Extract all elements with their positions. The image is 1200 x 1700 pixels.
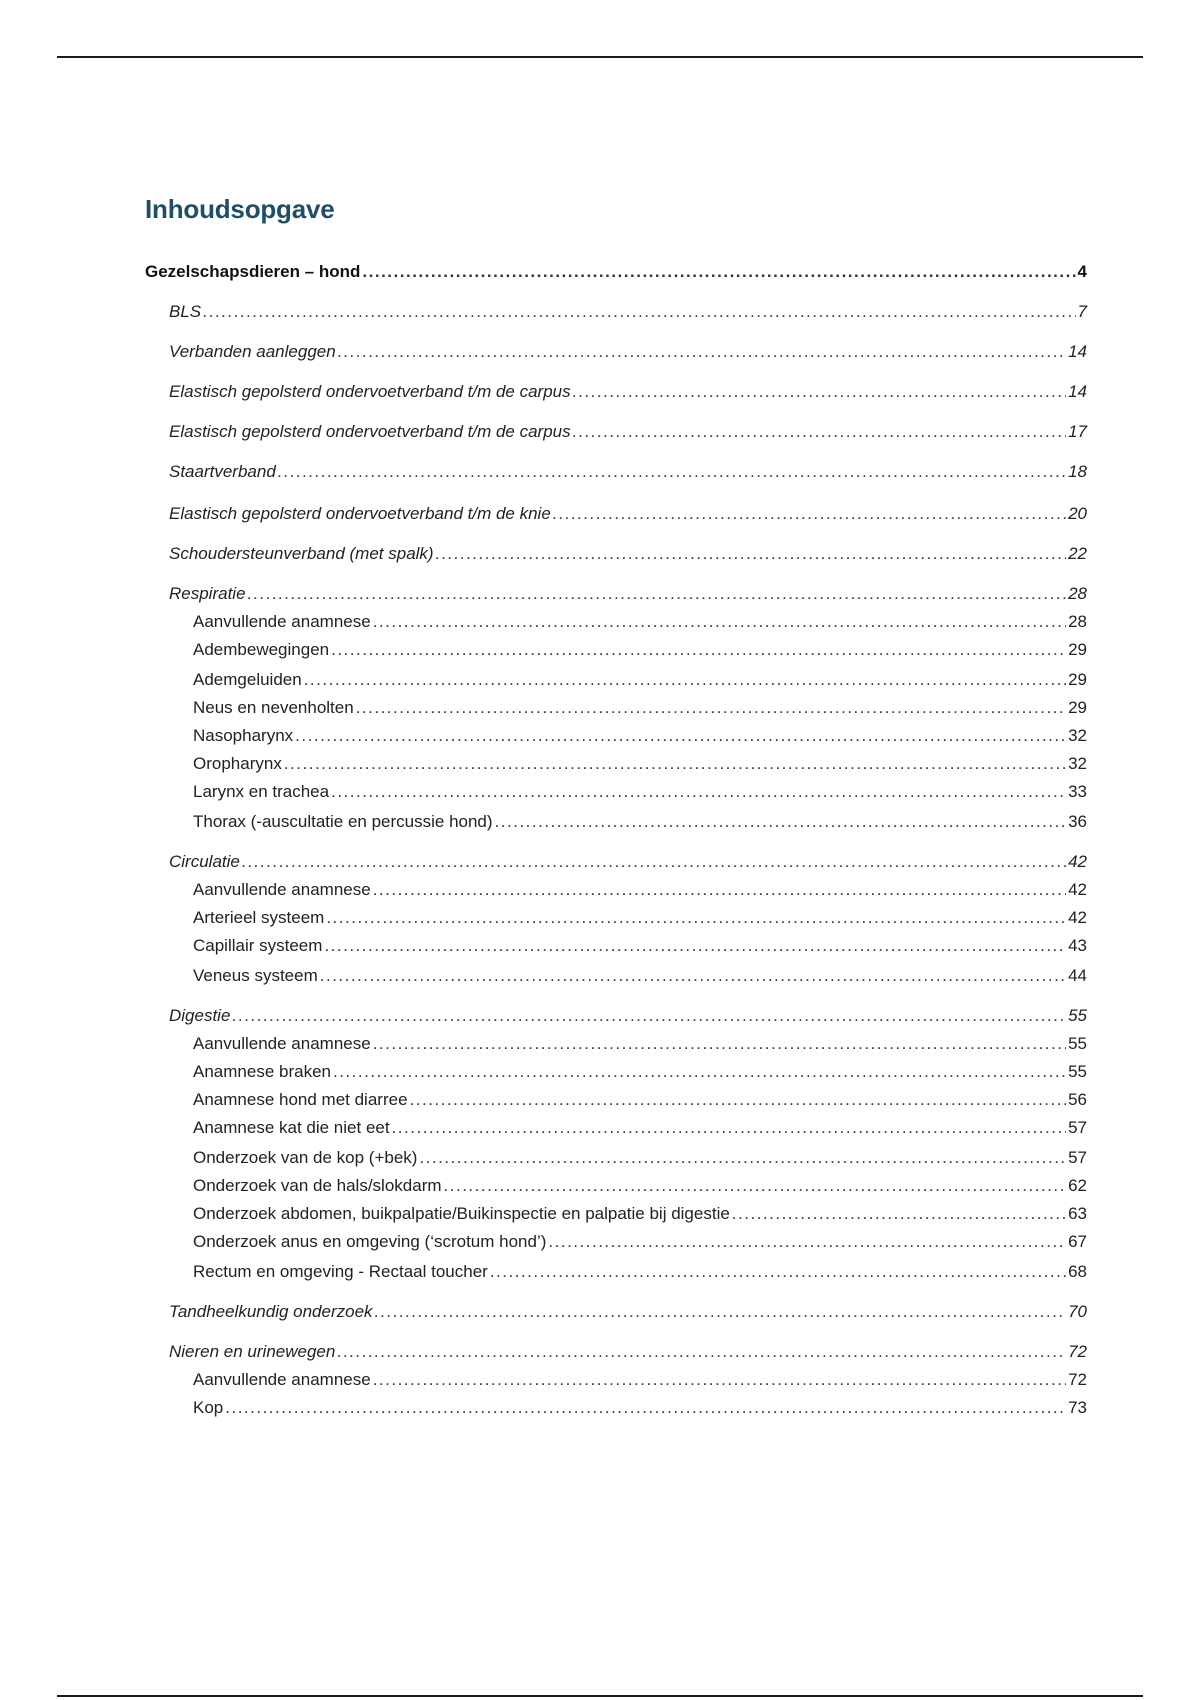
toc-dot-leader [495, 812, 1067, 832]
toc-entry-page-number: 57 [1068, 1118, 1087, 1137]
toc-entry-label: Aanvullende anamnese [193, 1370, 371, 1389]
toc-dot-leader [356, 698, 1066, 718]
toc-entry-label: Onderzoek abdomen, buikpalpatie/Buikinspectie en palpatie bij digestie [193, 1204, 730, 1223]
toc-dot-leader [375, 1302, 1067, 1322]
toc-entry-label: Anamnese hond met diarree [193, 1090, 408, 1109]
toc-entry-label: Nieren en urinewegen [169, 1342, 336, 1361]
toc-entry-label: Elastisch gepolsterd ondervoetverband t/m de carpus [169, 382, 571, 401]
toc-dot-leader [203, 302, 1075, 322]
toc-entry[interactable] [145, 1228, 1087, 1252]
toc-entry-label: Onderzoek anus en omgeving (‘scrotum hond’) [193, 1232, 547, 1251]
toc-entry-page-number: 55 [1068, 1062, 1087, 1081]
toc-entry[interactable] [145, 608, 1087, 632]
toc-entry-label: Elastisch gepolsterd ondervoetverband t/m de carpus [169, 422, 571, 441]
toc-dot-leader [373, 612, 1066, 632]
toc-entry[interactable] [145, 378, 1087, 402]
toc-entry-page-number: 72 [1068, 1370, 1087, 1389]
toc-entry-page-number: 28 [1068, 612, 1087, 631]
toc-entry-label: Veneus systeem [193, 966, 318, 985]
toc-entry-label: Circulatie [169, 852, 240, 871]
toc-dot-leader [373, 880, 1066, 900]
toc-entry[interactable] [145, 1366, 1087, 1390]
toc-dot-leader [553, 504, 1066, 524]
toc-entry-label: Onderzoek van de kop (+bek) [193, 1148, 418, 1167]
toc-entry[interactable] [145, 636, 1087, 660]
toc-dot-leader [248, 584, 1067, 604]
toc-entry-label: Oropharynx [193, 754, 282, 773]
toc-entry[interactable] [145, 458, 1087, 482]
toc-entry-page-number: 33 [1068, 782, 1087, 801]
toc-entry[interactable] [145, 1114, 1087, 1138]
toc-entry-page-number: 63 [1068, 1204, 1087, 1223]
toc-entry-label: Staartverband [169, 462, 276, 481]
toc-entry-page-number: 29 [1068, 698, 1087, 717]
toc-entry-page-number: 18 [1068, 462, 1087, 481]
toc-entry-page-number: 67 [1068, 1232, 1087, 1251]
toc-dot-leader [304, 670, 1066, 690]
toc-dot-leader [284, 754, 1066, 774]
toc-entry-page-number: 32 [1068, 726, 1087, 745]
toc-entry-page-number: 70 [1068, 1302, 1087, 1321]
toc-entry[interactable] [145, 500, 1087, 524]
toc-entry[interactable] [145, 808, 1087, 832]
toc-entry-label: Onderzoek van de hals/slokdarm [193, 1176, 442, 1195]
toc-entry[interactable] [145, 1258, 1087, 1282]
toc-dot-leader [573, 382, 1066, 402]
toc-dot-leader [732, 1204, 1066, 1224]
toc-dot-leader [326, 908, 1066, 928]
toc-entry-page-number: 32 [1068, 754, 1087, 773]
toc-entry-label: Digestie [169, 1006, 231, 1025]
toc-entry-label: Aanvullende anamnese [193, 880, 371, 899]
toc-entry[interactable] [145, 1298, 1087, 1322]
toc-dot-leader [436, 544, 1066, 564]
toc-entry-label: Tandheelkundig onderzoek [169, 1302, 373, 1321]
toc-entry[interactable] [145, 778, 1087, 802]
toc-entry[interactable] [145, 694, 1087, 718]
header-rule [57, 56, 1143, 58]
toc-entry[interactable] [145, 666, 1087, 690]
toc-dot-leader [331, 782, 1066, 802]
toc-entry[interactable] [145, 1200, 1087, 1224]
toc-entry-label: Capillair systeem [193, 936, 323, 955]
toc-dot-leader [278, 462, 1066, 482]
toc-entry-page-number: 62 [1068, 1176, 1087, 1195]
toc-dot-leader [295, 726, 1066, 746]
toc-entry[interactable] [145, 722, 1087, 746]
toc-entry-label: Aanvullende anamnese [193, 1034, 371, 1053]
toc-entry-label: Neus en nevenholten [193, 698, 354, 717]
toc-entry[interactable] [145, 1172, 1087, 1196]
toc-dot-leader [225, 1398, 1066, 1418]
toc-entry-label: Schoudersteunverband (met spalk) [169, 544, 434, 563]
toc-dot-leader [331, 640, 1066, 660]
toc-entry-label: Thorax (-auscultatie en percussie hond) [193, 812, 493, 831]
toc-entry[interactable] [145, 298, 1087, 322]
toc-entry-page-number: 68 [1068, 1262, 1087, 1281]
toc-entry[interactable] [145, 904, 1087, 928]
toc-dot-leader [333, 1062, 1066, 1082]
toc-entry-label: Arterieel systeem [193, 908, 325, 927]
toc-entry[interactable] [145, 1030, 1087, 1054]
toc-entry-page-number: 20 [1068, 504, 1087, 523]
toc-entry-page-number: 7 [1077, 302, 1087, 321]
toc-dot-leader [444, 1176, 1067, 1196]
toc-dot-leader [573, 422, 1066, 442]
toc-dot-leader [362, 262, 1075, 282]
toc-dot-leader [242, 852, 1066, 872]
toc-entry[interactable] [145, 580, 1087, 604]
toc-entry[interactable] [145, 258, 1087, 282]
toc-entry-page-number: 28 [1068, 584, 1087, 603]
toc-entry[interactable] [145, 1002, 1087, 1026]
toc-entry-label: Verbanden aanleggen [169, 342, 336, 361]
toc-entry-page-number: 55 [1068, 1034, 1087, 1053]
toc-dot-leader [232, 1006, 1066, 1026]
toc-entry-page-number: 72 [1068, 1342, 1087, 1361]
toc-entry-label: Rectum en omgeving - Rectaal toucher [193, 1262, 488, 1281]
toc-entry[interactable] [145, 1338, 1087, 1362]
toc-entry-label: Respiratie [169, 584, 246, 603]
toc-entry[interactable] [145, 338, 1087, 362]
toc-dot-leader [490, 1262, 1066, 1282]
page-title: Inhoudsopgave [145, 194, 335, 224]
toc-entry[interactable] [145, 876, 1087, 900]
toc-entry-page-number: 73 [1068, 1398, 1087, 1417]
toc-entry-page-number: 4 [1077, 262, 1087, 281]
toc-entry-page-number: 44 [1068, 966, 1087, 985]
toc-entry-label: Anamnese braken [193, 1062, 331, 1081]
toc-entry-page-number: 56 [1068, 1090, 1087, 1109]
toc-dot-leader [373, 1034, 1066, 1054]
toc-entry[interactable] [145, 962, 1087, 986]
toc-entry[interactable] [145, 750, 1087, 774]
toc-dot-leader [410, 1090, 1067, 1110]
toc-entry-page-number: 55 [1068, 1006, 1087, 1025]
footer-rule [57, 1695, 1143, 1697]
toc-entry-page-number: 42 [1068, 852, 1087, 871]
toc-entry[interactable] [145, 540, 1087, 564]
toc-entry-label: Nasopharynx [193, 726, 294, 745]
toc-entry-page-number: 14 [1068, 382, 1087, 401]
toc-dot-leader [337, 1342, 1066, 1362]
toc-dot-leader [373, 1370, 1066, 1390]
toc-dot-leader [548, 1232, 1066, 1252]
toc-entry-page-number: 36 [1068, 812, 1087, 831]
toc-entry-page-number: 22 [1068, 544, 1087, 563]
toc-dot-leader [338, 342, 1066, 362]
toc-entry-page-number: 29 [1068, 670, 1087, 689]
toc-entry[interactable] [145, 932, 1087, 956]
toc-entry-label: Anamnese kat die niet eet [193, 1118, 390, 1137]
toc-entry-label: Elastisch gepolsterd ondervoetverband t/m de knie [169, 504, 551, 523]
toc-dot-leader [324, 936, 1066, 956]
toc-entry[interactable] [145, 1086, 1087, 1110]
toc-dot-leader [320, 966, 1066, 986]
toc-dot-leader [392, 1118, 1067, 1138]
toc-entry[interactable] [145, 1144, 1087, 1168]
toc-entry-page-number: 57 [1068, 1148, 1087, 1167]
toc-entry[interactable] [145, 1394, 1087, 1418]
toc-entry-label: Ademgeluiden [193, 670, 302, 689]
toc-entry-page-number: 17 [1068, 422, 1087, 441]
toc-dot-leader [419, 1148, 1066, 1168]
toc-entry[interactable] [145, 848, 1087, 872]
toc-entry[interactable] [145, 1058, 1087, 1082]
toc-entry-label: Gezelschapsdieren – hond [145, 262, 361, 281]
toc-entry-label: Aanvullende anamnese [193, 612, 371, 631]
toc-entry-label: Larynx en trachea [193, 782, 330, 801]
toc-entry-label: BLS [169, 302, 202, 321]
toc-entry-page-number: 42 [1068, 880, 1087, 899]
toc-entry-page-number: 43 [1068, 936, 1087, 955]
toc-entry-label: Adembewegingen [193, 640, 330, 659]
toc-entry-page-number: 29 [1068, 640, 1087, 659]
toc-entry-label: Kop [193, 1398, 224, 1417]
toc-entry[interactable] [145, 418, 1087, 442]
toc-entry-page-number: 42 [1068, 908, 1087, 927]
toc-entry-page-number: 14 [1068, 342, 1087, 361]
